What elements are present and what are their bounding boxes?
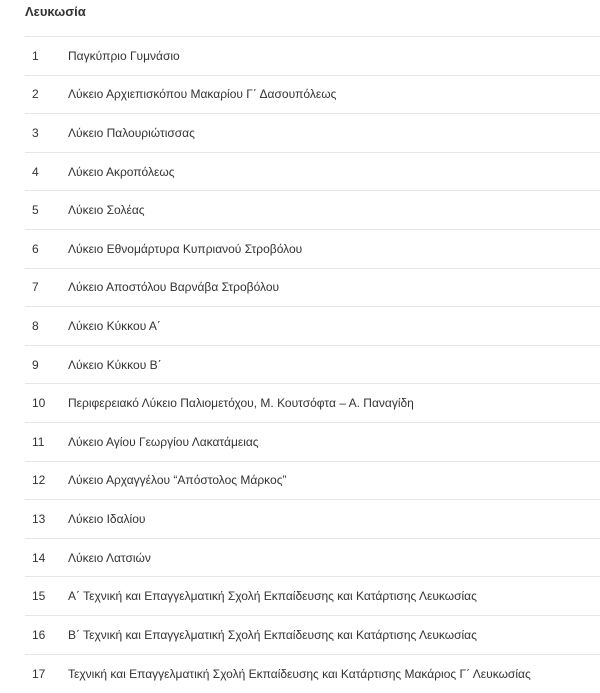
school-name: Α΄ Τεχνική και Επαγγελματική Σχολή Εκπαίδευσης και Κατάρτισης Λευκωσίας [68,577,600,616]
table-row [25,538,600,577]
school-name: Παγκύπριο Γυμνάσιο [68,37,600,76]
row-number: 4 [25,152,68,191]
school-name: Λύκειο Παλουριώτισσας [68,114,600,153]
table-row [25,152,600,191]
table-row [25,461,600,500]
row-number: 17 [25,654,68,693]
table-row [25,268,600,307]
row-number: 1 [25,37,68,76]
table-row [25,384,600,423]
row-number: 7 [25,268,68,307]
school-name: Λύκειο Ιδαλίου [68,500,600,539]
school-name: Περιφερειακό Λύκειο Παλιομετόχου, Μ. Κουτσόφτα – Α. Παναγίδη [68,384,600,423]
row-number: 9 [25,345,68,384]
school-name: Β΄ Τεχνική και Επαγγελματική Σχολή Εκπαίδευσης και Κατάρτισης Λευκωσίας [68,615,600,654]
table-row [25,615,600,654]
row-number: 16 [25,615,68,654]
table-row [25,422,600,461]
row-number: 6 [25,229,68,268]
row-number: 2 [25,75,68,114]
school-name: Λύκειο Λατσιών [68,538,600,577]
row-number: 13 [25,500,68,539]
school-name: Λύκειο Σολέας [68,191,600,230]
school-name: Λύκειο Κύκκου Α΄ [68,307,600,346]
school-name: Λύκειο Αρχαγγέλου “Απόστολος Μάρκος” [68,461,600,500]
row-number: 10 [25,384,68,423]
table-row [25,37,600,76]
row-number: 15 [25,577,68,616]
table-row [25,307,600,346]
table-row [25,577,600,616]
row-number: 12 [25,461,68,500]
row-number: 5 [25,191,68,230]
school-table [25,36,600,693]
table-row [25,345,600,384]
row-number: 14 [25,538,68,577]
row-number: 8 [25,307,68,346]
table-row [25,191,600,230]
school-name: Λύκειο Ακροπόλεως [68,152,600,191]
region-title: Λευκωσία [25,4,86,19]
table-row [25,654,600,693]
school-name: Λύκειο Αποστόλου Βαρνάβα Στροβόλου [68,268,600,307]
school-name: Λύκειο Κύκκου Β΄ [68,345,600,384]
school-name: Τεχνική και Επαγγελματική Σχολή Εκπαίδευσης και Κατάρτισης Μακάριος Γ΄ Λευκωσίας [68,654,600,693]
row-number: 3 [25,114,68,153]
row-number: 11 [25,422,68,461]
table-row [25,75,600,114]
school-name: Λύκειο Εθνομάρτυρα Κυπριανού Στροβόλου [68,229,600,268]
table-row [25,229,600,268]
school-name: Λύκειο Αγίου Γεωργίου Λακατάμειας [68,422,600,461]
school-name: Λύκειο Αρχιεπισκόπου Μακαρίου Γ΄ Δασουπόλεως [68,75,600,114]
table-row [25,500,600,539]
table-row [25,114,600,153]
